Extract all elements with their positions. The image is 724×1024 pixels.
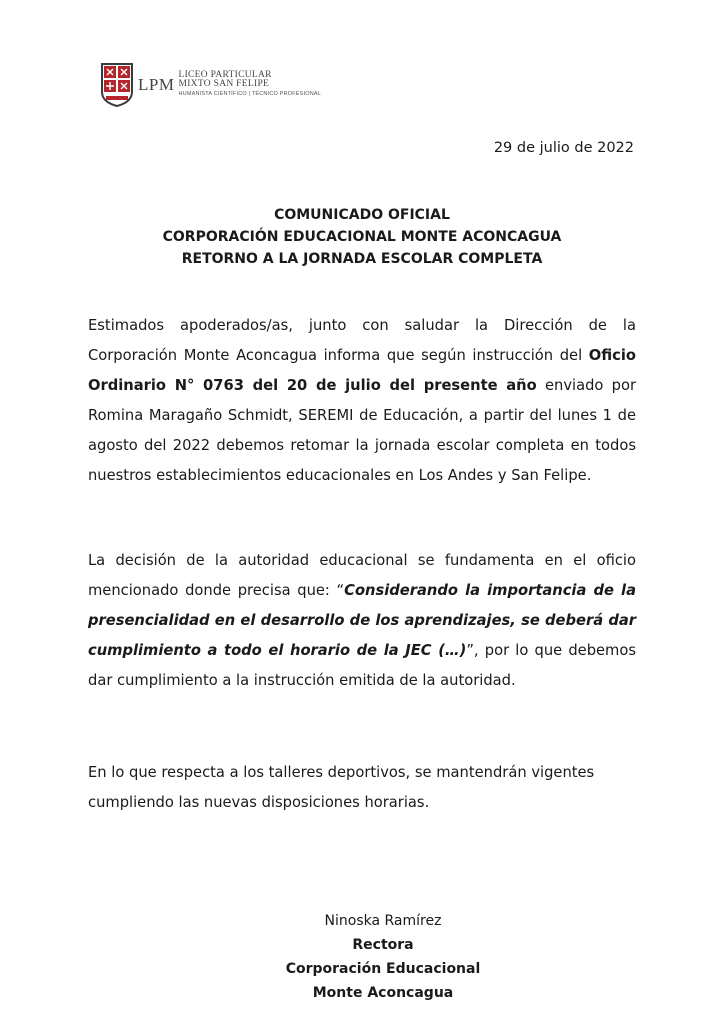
paragraph-2-text-b: ”, por lo que debemos dar cumplimiento a la instrucción emitida de la autoridad. (88, 642, 637, 689)
signature-block (0, 909, 724, 1005)
heading-line-2: CORPORACIÓN EDUCACIONAL MONTE ACONCAGUA (162, 229, 562, 245)
paragraph-1-text-b: enviado por Romina Maragaño Schmidt, SEREMI de Educación, a partir del lunes 1 de agosto del 2022 debemos retomar la jornada escolar completa en todos nuestros establecimientos educacionales en Los Andes y San Felipe. (88, 377, 636, 484)
paragraph-justification (88, 546, 636, 696)
paragraph-1-official-letter: Oficio Ordinario N° 0763 del 20 de julio del presente año (88, 347, 636, 394)
logo-abbreviation: LPM (138, 75, 175, 94)
heading-line-1: COMUNICADO OFICIAL (274, 207, 450, 223)
school-crest-icon (100, 62, 134, 108)
paragraph-1-text-a: Estimados apoderados/as, junto con saludar la Dirección de la Corporación Monte Aconcagua informa que según instrucción del (88, 317, 636, 364)
signer-title: Rectora (352, 937, 414, 953)
logo-text (178, 71, 321, 99)
logo-line-2: MIXTO SAN FELIPE (178, 79, 270, 89)
school-logo (100, 62, 321, 108)
document-heading (0, 204, 724, 270)
heading-line-3: RETORNO A LA JORNADA ESCOLAR COMPLETA (181, 251, 543, 267)
signer-name: Ninoska Ramírez (324, 913, 442, 929)
paragraph-sports-workshops: En lo que respecta a los talleres deportivos, se mantendrán vigentes cumpliendo las nuevas disposiciones horarias. (88, 764, 595, 811)
logo-line-1: LICEO PARTICULAR (178, 70, 272, 80)
paragraph-2-quote: Considerando la importancia de la presencialidad en el desarrollo de los aprendizajes, se deberá dar cumplimiento a todo el horario de la JEC (…) (88, 582, 636, 659)
signer-org-line-1: Corporación Educacional (285, 961, 481, 977)
document-date: 29 de julio de 2022 (493, 140, 634, 156)
logo-line-3: HUMANISTA CIENTÍFICO | TÉCNICO PROFESIONAL (178, 91, 322, 97)
paragraph-announcement (88, 311, 636, 491)
paragraph-2-text-a: La decisión de la autoridad educacional se fundamenta en el oficio mencionado donde precisa que: “ (88, 552, 636, 599)
signer-org-line-2: Monte Aconcagua (312, 985, 454, 1001)
